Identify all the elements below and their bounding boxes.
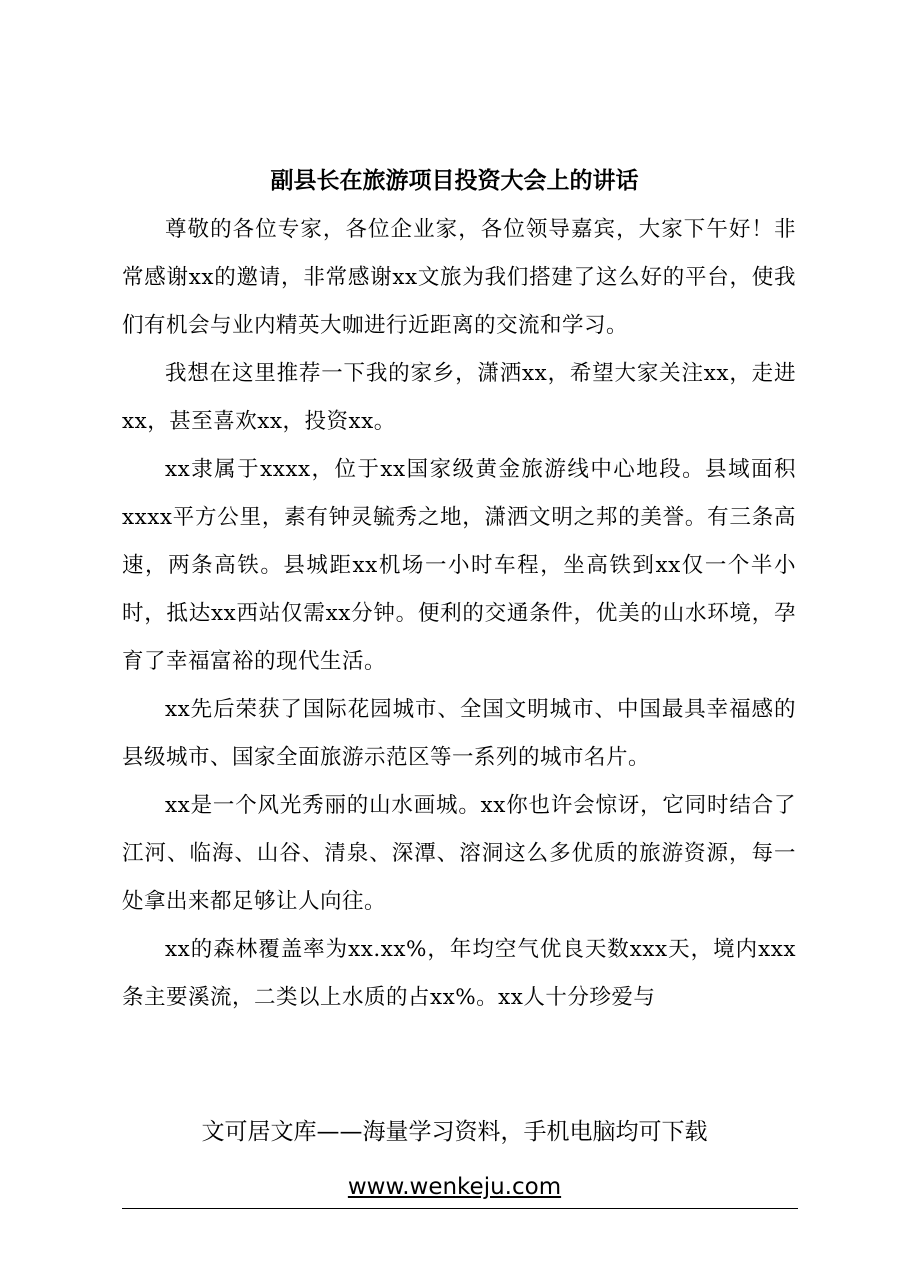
footer-url-container (0, 1169, 909, 1205)
paragraph: xx先后荣获了国际花园城市、全国文明城市、中国最具幸福感的县级城市、国家全面旅游示范区等一系列的城市名片。 (122, 697, 796, 770)
paragraph: xx是一个风光秀丽的山水画城。xx你也许会惊讶，它同时结合了江河、临海、山谷、清泉、深潭、溶洞这么多优质的旅游资源，每一处拿出来都足够让人向往。 (122, 793, 796, 914)
paragraph: 尊敬的各位专家，各位企业家，各位领导嘉宾，大家下午好！非常感谢xx的邀请，非常感谢xx文旅为我们搭建了这么好的平台，使我们有机会与业内精英大咖进行近距离的交流和学习。 (122, 217, 796, 338)
paragraph: 我想在这里推荐一下我的家乡，潇洒xx，希望大家关注xx，走进xx，甚至喜欢xx，投资xx。 (122, 361, 796, 434)
footer-tagline: 文可居文库——海量学习资料，手机电脑均可下载 (201, 1119, 708, 1145)
footer-divider (122, 1208, 798, 1209)
paragraph: xx隶属于xxxx，位于xx国家级黄金旅游线中心地段。县域面积xxxx平方公里，素有钟灵毓秀之地，潇洒文明之邦的美誉。有三条高速，两条高铁。县城距xx机场一小时车程，坐高铁到xx仅一个半小时，抵达xx西站仅需xx分钟。便利的交通条件，优美的山水环境，孕育了幸福富裕的现代生活。 (122, 457, 796, 674)
document-body (122, 206, 796, 1022)
paragraph: xx的森林覆盖率为xx.xx%，年均空气优良天数xxx天，境内xxx条主要溪流，二类以上水质的占xx%。xx人十分珍爱与 (122, 937, 796, 1010)
document-title: 副县长在旅游项目投资大会上的讲话 (270, 167, 639, 194)
footer-link[interactable]: www.wenkeju.com (347, 1174, 562, 1200)
